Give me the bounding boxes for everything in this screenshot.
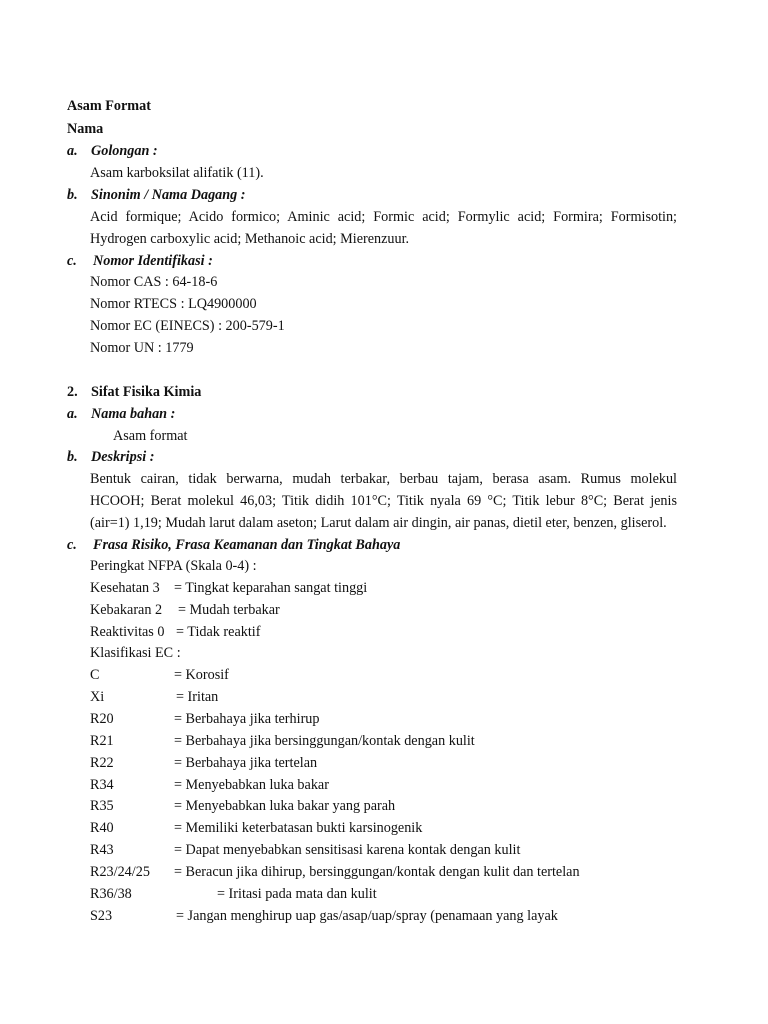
- nfpa-code: Kesehatan 3: [90, 580, 160, 596]
- item-marker-a: a.: [67, 143, 78, 159]
- ec-desc: = Memiliki keterbatasan bukti karsinogenik: [174, 820, 423, 836]
- ec-code: R23/24/25: [90, 864, 150, 880]
- section2-heading: Sifat Fisika Kimia: [91, 384, 202, 400]
- sinonim-label: Sinonim / Nama Dagang :: [91, 187, 246, 203]
- identifikasi-label: Nomor Identifikasi :: [93, 253, 213, 269]
- ec-code: R43: [90, 842, 114, 858]
- ec-desc: = Berbahaya jika terhirup: [174, 711, 320, 727]
- ec-desc: = Jangan menghirup uap gas/asap/uap/spray (penamaan yang layak: [176, 908, 558, 924]
- ec-desc: = Menyebabkan luka bakar: [174, 777, 329, 793]
- nfpa-desc: = Mudah terbakar: [178, 602, 280, 618]
- document-title: Asam Format: [67, 98, 151, 114]
- ec-code: Xi: [90, 689, 105, 705]
- ec-desc: = Berbahaya jika bersinggungan/kontak dengan kulit: [174, 733, 475, 749]
- nfpa-heading: Peringkat NFPA (Skala 0-4) :: [90, 558, 257, 574]
- ec-code: R40: [90, 820, 114, 836]
- ec-code: S23: [90, 908, 113, 924]
- item-marker-c: c.: [67, 253, 77, 269]
- deskripsi-text-line1: Bentuk cairan, tidak berwarna, mudah terbakar, berbau tajam, berasa asam. Rumus molekul: [90, 471, 677, 487]
- ec-desc: = Korosif: [174, 667, 229, 683]
- section2-number: 2.: [67, 384, 78, 400]
- id-line: Nomor EC (EINECS) : 200-579-1: [90, 318, 285, 334]
- ec-code: R35: [90, 798, 114, 814]
- sinonim-text-line1: Acid formique; Acido formico; Aminic acid; Formic acid; Formylic acid; Formira; Formisotin;: [90, 209, 677, 225]
- nfpa-code: Reaktivitas 0: [90, 624, 165, 640]
- item-marker-b: b.: [67, 187, 78, 203]
- deskripsi-label: Deskripsi :: [91, 449, 155, 465]
- ec-desc: = Beracun jika dihirup, bersinggungan/kontak dengan kulit dan tertelan: [174, 864, 580, 880]
- item-marker-b: b.: [67, 449, 78, 465]
- item-marker-a: a.: [67, 406, 78, 422]
- nama-heading: Nama: [67, 121, 104, 137]
- ec-code: R34: [90, 777, 114, 793]
- ec-desc: = Iritan: [176, 689, 219, 705]
- deskripsi-text-line3: (air=1) 1,19; Mudah larut dalam aseton; Larut dalam air dingin, air panas, dietil eter, benzen, gliserol.: [90, 515, 667, 531]
- deskripsi-text-line2: HCOOH; Berat molekul 46,03; Titik didih 101°C; Titik nyala 69 °C; Titik lebur 8°C; Berat jenis: [90, 493, 677, 509]
- nama-bahan-label: Nama bahan :: [91, 406, 176, 422]
- nfpa-desc: = Tingkat keparahan sangat tinggi: [174, 580, 368, 596]
- id-line: Nomor RTECS : LQ4900000: [90, 296, 257, 312]
- ec-code: R22: [90, 755, 114, 771]
- golongan-label: Golongan :: [91, 143, 158, 159]
- ec-desc: = Dapat menyebabkan sensitisasi karena kontak dengan kulit: [174, 842, 521, 858]
- sinonim-text-line2: Hydrogen carboxylic acid; Methanoic acid; Mierenzuur.: [90, 231, 410, 247]
- nama-bahan-text: Asam format: [113, 428, 188, 444]
- id-line: Nomor UN : 1779: [90, 340, 194, 356]
- ec-code: R36/38: [90, 886, 132, 902]
- ec-desc: = Iritasi pada mata dan kulit: [217, 886, 377, 902]
- ec-desc: = Menyebabkan luka bakar yang parah: [174, 798, 396, 814]
- frasa-risiko-label: Frasa Risiko, Frasa Keamanan dan Tingkat Bahaya: [93, 537, 401, 553]
- nfpa-code: Kebakaran 2: [90, 602, 163, 618]
- id-line: Nomor CAS : 64-18-6: [90, 274, 218, 290]
- nfpa-desc: = Tidak reaktif: [176, 624, 261, 640]
- item-marker-c: c.: [67, 537, 77, 553]
- ec-code: C: [90, 667, 100, 683]
- ec-code: R20: [90, 711, 114, 727]
- ec-heading: Klasifikasi EC :: [90, 645, 181, 661]
- golongan-text: Asam karboksilat alifatik (11).: [90, 165, 264, 181]
- ec-desc: = Berbahaya jika tertelan: [174, 755, 318, 771]
- ec-code: R21: [90, 733, 114, 749]
